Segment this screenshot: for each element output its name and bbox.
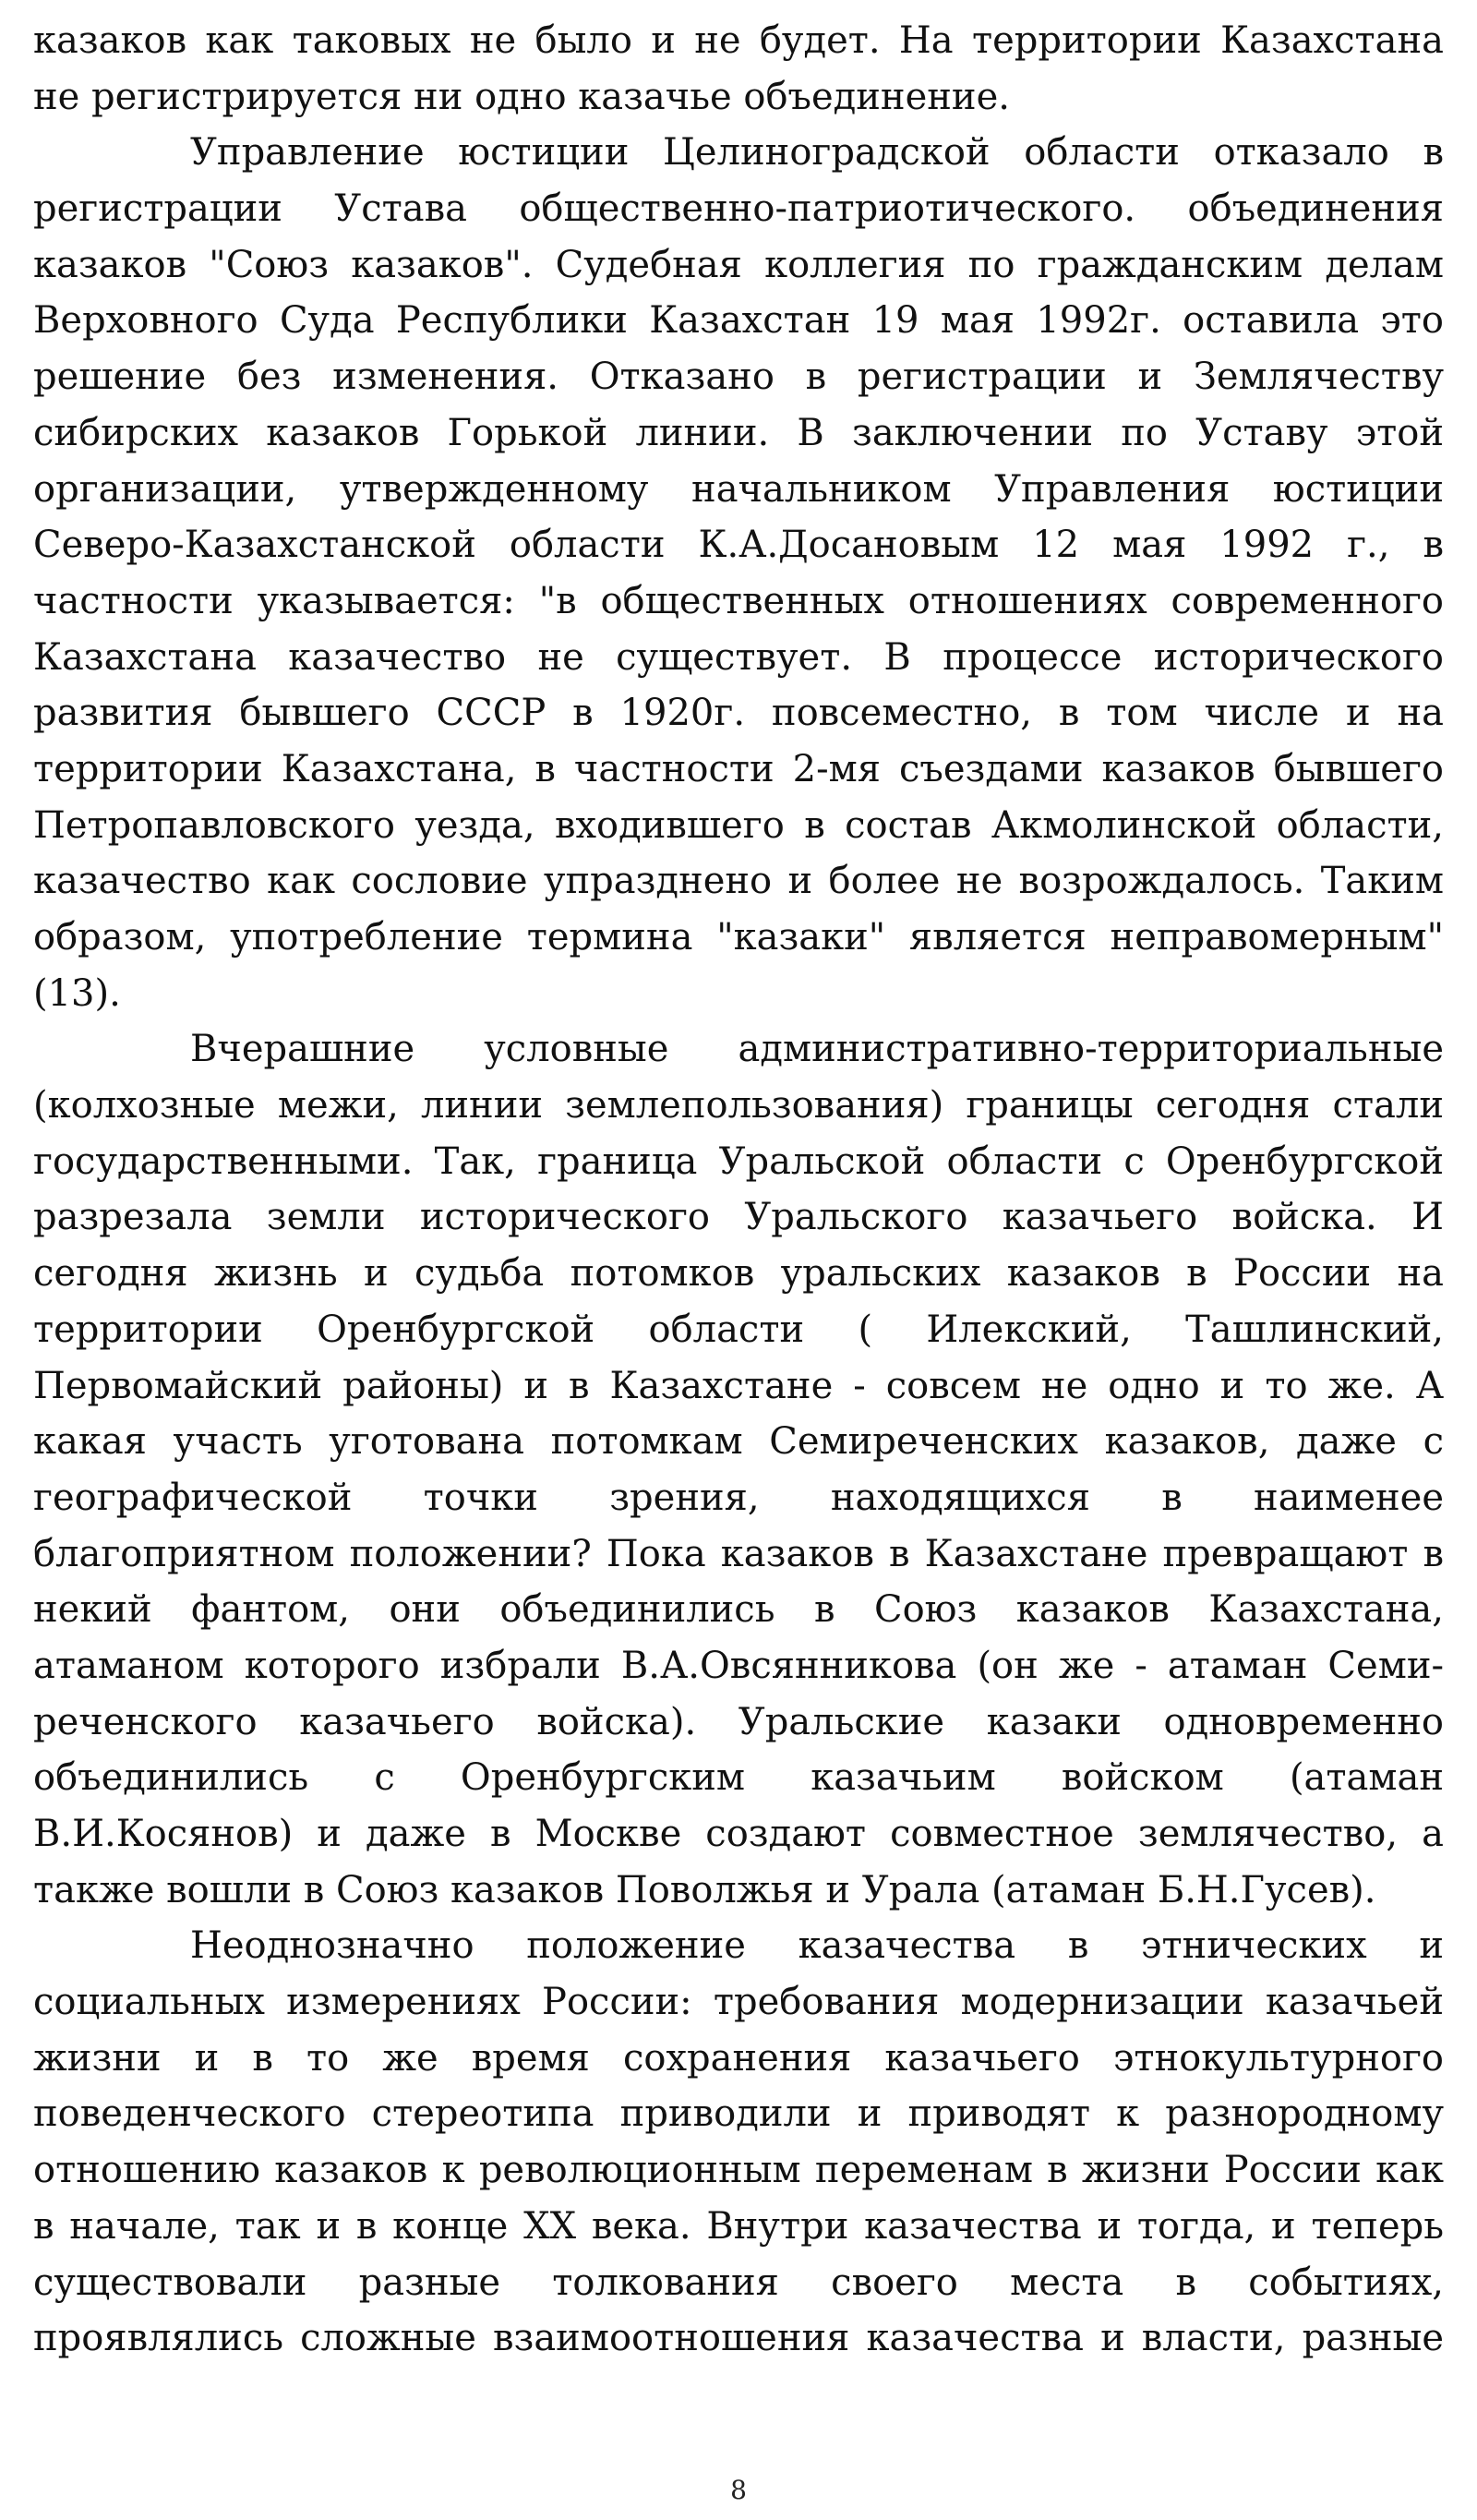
text-line: территории Оренбургской области ( Илекский, Ташлинский, (33, 1308, 1444, 1351)
text-line: образом, употребление термина "казаки" является неправомерным" (33, 916, 1444, 959)
text-line: государственными. Так, граница Уральской области с Оренбургской (33, 1139, 1444, 1183)
text-line: частности указывается: "в общественных отношениях современного (33, 579, 1444, 622)
text-line: Петропавловского уезда, входившего в состав Акмолинской области, (33, 803, 1444, 847)
text-line: Первомайский районы) и в Казахстане - совсем не одно и то же. А (33, 1364, 1444, 1407)
text-line: сибирских казаков Горькой линии. В заключении по Уставу этой (33, 411, 1444, 454)
text-line: (колхозные межи, линии землепользования) границы сегодня стали (33, 1084, 1444, 1127)
text-line: разрезала земли исторического Уральского казачьего войска. И (33, 1196, 1444, 1239)
text-line: сегодня жизнь и судьба потомков уральских казаков в России на (33, 1252, 1444, 1296)
paragraph-start-line: Вчерашние условные административно-территориальные (190, 1028, 1444, 1071)
text-line: не регистрируется ни одно казачье объединение. (33, 75, 1010, 118)
page-number: 8 (730, 2475, 747, 2505)
text-line: казачество как сословие упразднено и более не возрождалось. Таким (33, 860, 1444, 903)
text-line: географической точки зрения, находящихся в наименее (33, 1476, 1444, 1519)
text-line: атаманом которого избрали В.А.Овсянникова (он же - атаман Семи- (33, 1644, 1444, 1687)
text-line: Верховного Суда Республики Казахстан 19 мая 1992г. оставила это (33, 299, 1444, 343)
text-line: организации, утвержденному начальником Управления юстиции (33, 467, 1444, 511)
text-line: благоприятном положении? Пока казаков в Казахстане превращают в (33, 1532, 1444, 1575)
text-line: территории Казахстана, в частности 2-мя съездами казаков бывшего (33, 747, 1444, 790)
text-line: казаков как таковых не было и не будет. На территории Казахстана (33, 19, 1444, 62)
text-line: в начале, так и в конце XX века. Внутри казачества и тогда, и теперь (33, 2204, 1444, 2248)
text-line: Северо-Казахстанской области К.А.Досановым 12 мая 1992 г., в (33, 524, 1444, 567)
text-line: существовали разные толкования своего места в событиях, (33, 2261, 1444, 2304)
text-line: проявлялись сложные взаимоотношения казачества и власти, разные (33, 2317, 1444, 2360)
text-line: регистрации Устава общественно-патриотического. объединения (33, 187, 1444, 231)
text-line: объединились с Оренбургским казачьим войском (атаман (33, 1756, 1444, 1800)
paragraph-start-line: Неоднозначно положение казачества в этнических и (190, 1924, 1444, 1968)
text-line: (13). (33, 971, 121, 1015)
text-line: В.И.Косянов) и даже в Москве создают совместное землячество, а (33, 1813, 1444, 1855)
text-line: Казахстана казачество не существует. В процессе исторического (33, 635, 1444, 679)
text-line: казаков "Союз казаков". Судебная коллегия по гражданским делам (33, 243, 1444, 286)
body-text (33, 13, 1444, 2367)
text-line: реченского казачьего войска). Уральские казаки одновременно (33, 1700, 1444, 1743)
paragraph-start-line: Управление юстиции Целиноградской области отказало в (190, 131, 1444, 175)
text-line: какая участь уготована потомкам Семиреченских казаков, даже с (33, 1420, 1444, 1464)
text-line: развития бывшего СССР в 1920г. повсеместно, в том числе и на (33, 692, 1444, 735)
text-line: отношению казаков к революционным переменам в жизни России как (33, 2149, 1444, 2192)
text-line: некий фантом, они объединились в Союз казаков Казахстана, (33, 1588, 1444, 1632)
text-line: также вошли в Союз казаков Поволжья и Урала (атаман Б.Н.Гусев). (33, 1868, 1376, 1911)
text-line: социальных измерениях России: требования модернизации казачьей (33, 1981, 1444, 2024)
text-line: жизни и в то же время сохранения казачьего этнокультурного (33, 2036, 1444, 2080)
text-line: решение без изменения. Отказано в регистрации и Землячеству (33, 356, 1444, 399)
text-line: поведенческого стереотипа приводили и приводят к разнородному (33, 2092, 1444, 2136)
